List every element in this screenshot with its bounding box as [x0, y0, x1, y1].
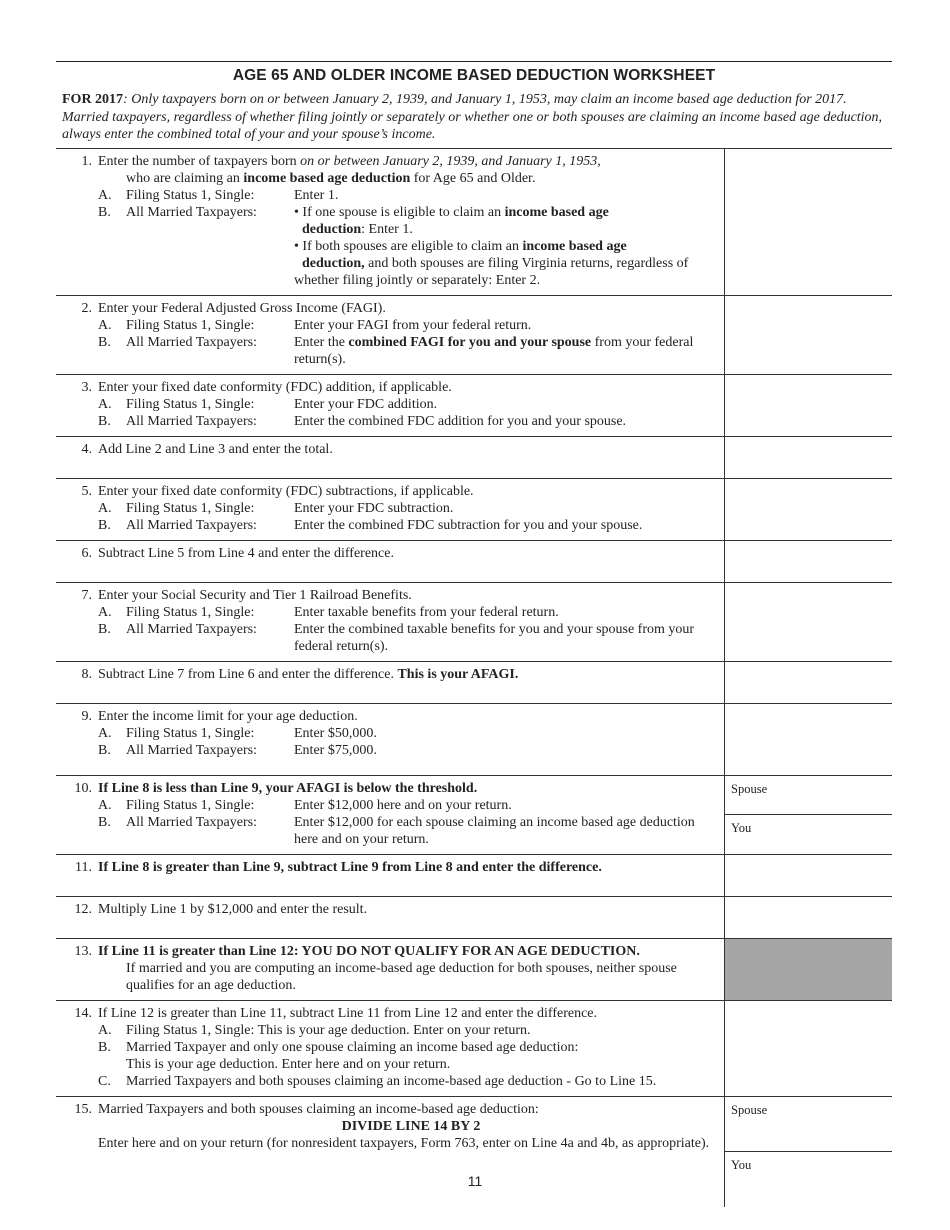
page-number: 11: [467, 1173, 483, 1189]
line-text: Enter your fixed date conformity (FDC) subtractions, if applicable.: [98, 483, 474, 499]
sub-letter: A.: [98, 604, 112, 620]
answer-box-6[interactable]: [725, 540, 893, 582]
sub-desc: Enter taxable benefits from your federal return.: [294, 604, 559, 620]
spouse-label: Spouse: [731, 1102, 768, 1117]
answer-box-2[interactable]: [725, 295, 893, 374]
sub-label: All Married Taxpayers:: [126, 334, 257, 350]
intro-text: : Only taxpayers born on or between January 2, 1939, and January 1, 1953, may claim an income based age deduction for 2017. Married taxpayers, regardless of whether filing jointly or separately or whether one or both spouses are claiming an income based age deduction, always enter the combined total of your and your spouse’s income.: [62, 92, 883, 142]
line-number: 11.: [75, 859, 92, 875]
you-label: You: [731, 1158, 752, 1172]
line-text: from your federal return(s).: [294, 334, 694, 367]
sub-label: Filing Status 1, Single:: [126, 396, 255, 412]
line-number: 10.: [74, 780, 92, 796]
line-number: 12.: [74, 901, 92, 917]
sub-desc: Enter $12,000 here and on your return.: [294, 797, 512, 813]
sub-letter: B.: [98, 204, 111, 220]
line-number: 9.: [81, 708, 92, 724]
sub-letter: A.: [98, 187, 112, 203]
worksheet-line-6: [56, 540, 892, 582]
sub-letter: B.: [98, 413, 111, 429]
sub-label: All Married Taxpayers:: [126, 413, 257, 429]
sub-desc: Enter the combined taxable benefits for you and your spouse from your federal return(s).: [294, 621, 695, 654]
bullet-text-bold: deduction,: [302, 255, 365, 271]
answer-box-9[interactable]: [725, 703, 893, 775]
intro-lead: FOR 2017: [62, 92, 124, 107]
sub-letter: A.: [98, 396, 112, 412]
sub-letter: A.: [98, 725, 112, 741]
sub-desc: Filing Status 1, Single: This is your age deduction. Enter on your return.: [126, 1022, 531, 1038]
sub-letter: B.: [98, 517, 111, 533]
you-field[interactable]: [725, 814, 892, 854]
answer-box-15: [725, 1096, 893, 1207]
worksheet-page: [56, 61, 892, 1207]
line-number: 7.: [81, 587, 92, 603]
top-rule: [56, 61, 892, 62]
worksheet-line-4: [56, 436, 892, 478]
spouse-label: Spouse: [731, 781, 768, 796]
line-text: Enter your Federal Adjusted Gross Income (FAGI).: [98, 300, 386, 316]
worksheet-line-7: [56, 582, 892, 661]
sub-label: Filing Status 1, Single:: [126, 187, 255, 203]
line-text-bold: If Line 8 is less than Line 9, your AFAGI is below the threshold.: [98, 780, 478, 796]
line-text-bold: This is your AFAGI.: [397, 666, 519, 682]
line-text: for Age 65 and Older.: [410, 170, 536, 186]
sub-desc: Enter your FDC subtraction.: [294, 500, 454, 516]
sub-desc: Enter $12,000 for each spouse claiming an income based age deduction here and on your return.: [294, 814, 695, 847]
worksheet-line-2: [56, 295, 892, 374]
answer-box-14[interactable]: [725, 1000, 893, 1096]
sub-desc: This is your age deduction. Enter here and on your return.: [126, 1056, 451, 1072]
answer-box-7[interactable]: [725, 582, 893, 661]
answer-box-4[interactable]: [725, 436, 893, 478]
sub-letter: A.: [98, 1022, 112, 1038]
worksheet-line-5: [56, 478, 892, 540]
sub-label: All Married Taxpayers:: [126, 814, 257, 830]
line-text: Enter your Social Security and Tier 1 Railroad Benefits.: [98, 587, 412, 603]
bullet-text-bold: income based age: [504, 204, 609, 220]
answer-box-5[interactable]: [725, 478, 893, 540]
worksheet-line-1: [56, 148, 892, 295]
line-text: Subtract Line 7 from Line 6 and enter the difference.: [98, 666, 398, 682]
worksheet-line-15: [56, 1096, 892, 1207]
line-text: Enter the income limit for your age deduction.: [98, 708, 358, 724]
line-text-italic: on or between January 2, 1939, and January 1, 1953,: [300, 153, 601, 169]
sub-label: All Married Taxpayers:: [126, 621, 257, 637]
sub-label: Filing Status 1, Single:: [126, 317, 255, 333]
line-number: 1.: [81, 153, 92, 169]
sub-desc: Enter the combined FDC addition for you and your spouse.: [294, 413, 627, 429]
line-text: Multiply Line 1 by $12,000 and enter the result.: [98, 901, 368, 917]
bullet-text: • If one spouse is eligible to claim an: [294, 204, 505, 220]
sub-label: All Married Taxpayers:: [126, 517, 257, 533]
worksheet-title: AGE 65 AND OLDER INCOME BASED DEDUCTION WORKSHEET: [232, 67, 716, 84]
sub-desc: Married Taxpayers and both spouses claiming an income-based age deduction - Go to Line 15.: [126, 1073, 657, 1089]
sub-desc: Enter $50,000.: [294, 725, 377, 741]
sub-letter: B.: [98, 334, 111, 350]
sub-letter: B.: [98, 1039, 111, 1055]
line-text-bold: If Line 11 is greater than Line 12: YOU DO NOT QUALIFY FOR AN AGE DEDUCTION.: [98, 943, 640, 959]
worksheet-line-3: [56, 374, 892, 436]
line-text: Enter the number of taxpayers born: [98, 153, 301, 169]
shaded-box-13: [725, 938, 893, 1000]
sub-letter: A.: [98, 797, 112, 813]
sub-letter: B.: [98, 742, 111, 758]
worksheet-line-11: [56, 854, 892, 896]
worksheet-table: [56, 148, 892, 1207]
line-text: Subtract Line 5 from Line 4 and enter the difference.: [98, 545, 394, 561]
line-text: Married Taxpayers and both spouses claiming an income-based age deduction:: [98, 1101, 539, 1117]
bullet-text-bold: income based age: [522, 238, 627, 254]
you-label: You: [731, 821, 752, 835]
worksheet-line-10: [56, 775, 892, 854]
answer-box-8[interactable]: [725, 661, 893, 703]
worksheet-line-8: [56, 661, 892, 703]
sub-desc: Married Taxpayer and only one spouse claiming an income based age deduction:: [126, 1039, 579, 1055]
sub-desc: Enter your FDC addition.: [294, 396, 438, 412]
spouse-field[interactable]: [725, 1097, 892, 1152]
spouse-field[interactable]: [725, 776, 892, 815]
line-text: Add Line 2 and Line 3 and enter the total.: [98, 441, 333, 457]
answer-box-11[interactable]: [725, 854, 893, 896]
line-text-bold: income based age deduction: [243, 170, 411, 186]
line-number: 3.: [81, 379, 92, 395]
line-number: 14.: [74, 1005, 92, 1021]
line-number: 2.: [81, 300, 92, 316]
answer-box-10: [725, 775, 893, 854]
line-text-bold: combined FAGI for you and your spouse: [348, 334, 592, 350]
line-number: 6.: [81, 545, 92, 561]
worksheet-line-13: [56, 938, 892, 1000]
line-text: Enter the: [294, 334, 349, 350]
sub-label: Filing Status 1, Single:: [126, 797, 255, 813]
sub-letter: C.: [98, 1073, 111, 1089]
sub-letter: B.: [98, 621, 111, 637]
sub-desc: Enter $75,000.: [294, 742, 377, 758]
worksheet-line-14: [56, 1000, 892, 1096]
sub-letter: B.: [98, 814, 111, 830]
sub-label: Filing Status 1, Single:: [126, 500, 255, 516]
bullet-text: • If both spouses are eligible to claim an: [294, 238, 523, 254]
worksheet-line-12: [56, 896, 892, 938]
line-text: If Line 12 is greater than Line 11, subtract Line 11 from Line 12 and enter the difference.: [98, 1005, 598, 1021]
sub-label: All Married Taxpayers:: [126, 742, 257, 758]
sub-desc: Enter 1.: [294, 187, 339, 203]
worksheet-line-9: [56, 703, 892, 775]
sub-label: Filing Status 1, Single:: [126, 725, 255, 741]
sub-desc: [294, 204, 724, 289]
sub-label: Filing Status 1, Single:: [126, 604, 255, 620]
bullet-text-bold: deduction: [302, 221, 362, 237]
sub-letter: A.: [98, 500, 112, 516]
line-number: 13.: [74, 943, 92, 959]
bullet-text: : Enter 1.: [361, 221, 413, 237]
line-number: 5.: [81, 483, 92, 499]
sub-label: All Married Taxpayers:: [126, 204, 257, 220]
line-text-bold: If Line 8 is greater than Line 9, subtract Line 9 from Line 8 and enter the difference.: [98, 859, 602, 875]
line-number: 8.: [81, 666, 92, 682]
bullet-text: and both spouses are filing Virginia returns, regardless of whether filing jointly or separately: Enter 2.: [294, 255, 689, 288]
sub-desc: [294, 334, 724, 368]
line-text: who are claiming an: [126, 170, 244, 186]
line-number: 15.: [74, 1101, 92, 1117]
answer-box-3[interactable]: [725, 374, 893, 436]
sub-desc: Enter the combined FDC subtraction for you and your spouse.: [294, 517, 643, 533]
answer-box-12[interactable]: [725, 896, 893, 938]
intro-paragraph: [62, 91, 886, 144]
divide-instruction: DIVIDE LINE 14 BY 2: [341, 1118, 481, 1134]
line-text: If married and you are computing an income-based age deduction for both spouses, neither spouse qualifies for an age deduction.: [126, 960, 677, 993]
sub-letter: A.: [98, 317, 112, 333]
line-text: Enter here and on your return (for nonresident taxpayers, Form 763, enter on Line 4a and 4b, as appropriate).: [98, 1135, 710, 1151]
sub-desc: Enter your FAGI from your federal return.: [294, 317, 532, 333]
answer-box-1[interactable]: [725, 148, 893, 295]
line-number: 4.: [81, 441, 92, 457]
line-text: Enter your fixed date conformity (FDC) addition, if applicable.: [98, 379, 452, 395]
